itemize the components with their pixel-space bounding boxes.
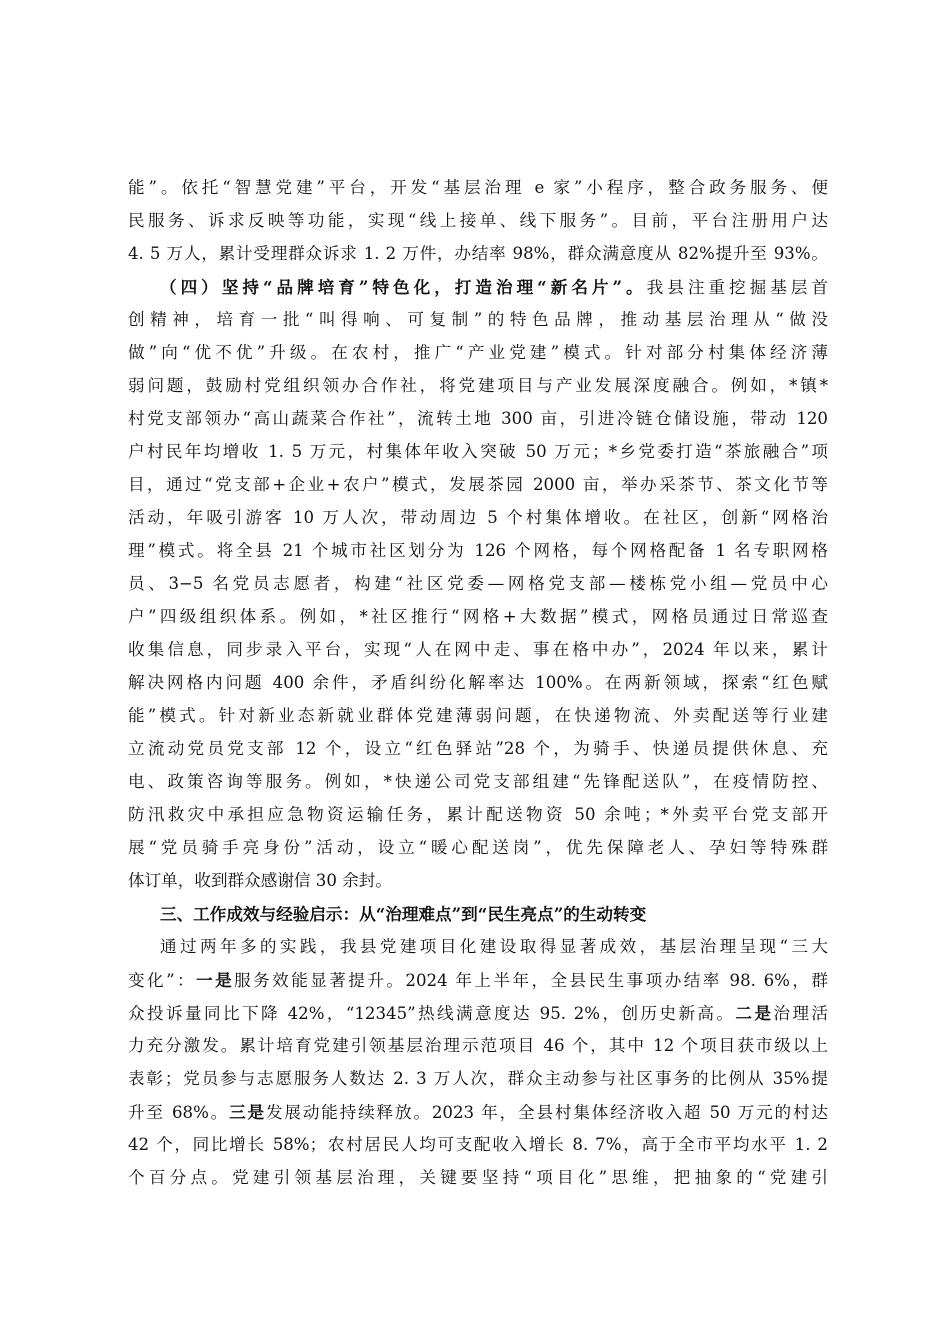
- text-line: 展“党员骑手亮身份”活动，设立“暖心配送岗”，优先保障老人、孕妇等特殊群: [128, 838, 828, 857]
- text-line: 通过两年多的实践，我县党建项目化建设取得显著成效，基层治理呈现“三大: [160, 937, 828, 956]
- emphasis: 二是: [735, 1003, 774, 1023]
- text-span: 变化”：: [128, 971, 197, 990]
- text-span: 升至 68%。: [128, 1103, 230, 1122]
- text-line: 42 个，同比增长 58%；农村居民人均可支配收入增长 8. 7%，高于全市平均水平 1. 2: [128, 1135, 828, 1154]
- text-line: 活动，年吸引游客 10 万人次，带动周边 5 个村集体增收。在社区，创新“网格治: [128, 508, 828, 527]
- text-line: 理”模式。将全县 21 个城市社区划分为 126 个网格，每个网格配备 1 名专职网格: [128, 541, 828, 560]
- section-heading: （四）坚持“品牌培育”特色化，打造治理“新名片”。: [160, 277, 647, 297]
- text-line: 员、3−5 名党员志愿者，构建“社区党委—网格党支部—楼栋党小组—党员中心: [128, 574, 828, 593]
- text-line: 解决网格内问题 400 余件，矛盾纠纷化解率达 100%。在两新领域，探索“红色赋: [128, 673, 828, 692]
- text-line: 个百分点。党建引领基层治理，关键要坚持“项目化”思维，把抽象的“党建引: [128, 1168, 828, 1187]
- text-line: 民服务、诉求反映等功能，实现“线上接单、线下服务”。目前，平台注册用户达: [128, 211, 828, 230]
- text-span: 众投诉量同比下降 42%，“12345”热线满意度达 95. 2%，创历史新高。: [128, 1004, 736, 1023]
- text-line: 电、政策咨询等服务。例如，*快递公司党支部组建“先锋配送队”，在疫情防控、: [128, 772, 828, 791]
- text-line: 户村民年均增收 1. 5 万元，村集体年收入突破 50 万元；*乡党委打造“茶旅融合”项: [128, 442, 828, 461]
- section-heading-line: [160, 272, 828, 302]
- text-line: 收集信息，同步录入平台，实现“人在网中走、事在格中办”，2024 年以来，累计: [128, 640, 828, 659]
- text-line: 村党支部领办“高山蔬菜合作社”，流转土地 300 亩，引进冷链仓储设施，带动 120: [128, 409, 828, 428]
- text-line: 能”。依托“智慧党建”平台，开发“基层治理 e 家”小程序，整合政务服务、便: [128, 178, 828, 197]
- text-line: 立流动党员党支部 12 个，设立“红色驿站”28 个，为骑手、快递员提供休息、充: [128, 739, 828, 758]
- text-span: 服务效能显著提升。2024 年上半年，全县民生事项办结率 98. 6%，群: [234, 971, 828, 990]
- text-line: 目，通过“党支部+企业+农户”模式，发展茶园 2000 亩，举办采茶节、茶文化节等: [128, 475, 828, 494]
- text-line: [128, 965, 828, 995]
- text-line: 4. 5 万人，累计受理群众诉求 1. 2 万件，办结率 98%，群众满意度从 82%提升至 93%。: [128, 244, 828, 263]
- chapter-heading: 三、工作成效与经验启示：从“治理难点”到“民生亮点”的生动转变: [160, 904, 647, 924]
- text-line: 户”四级组织体系。例如，*社区推行“网格+大数据”模式，网格员通过日常巡查: [128, 607, 828, 626]
- text-span: 我县注重挖掘基层首: [646, 278, 828, 297]
- text-line: 防汛救灾中承担应急物资运输任务，累计配送物资 50 余吨；*外卖平台党支部开: [128, 805, 828, 824]
- text-line: 体订单，收到群众感谢信 30 余封。: [128, 871, 392, 890]
- text-line: [128, 998, 828, 1028]
- text-line: 力充分激发。累计培育党建引领基层治理示范项目 46 个，其中 12 个项目获市级以上: [128, 1036, 828, 1055]
- emphasis: 一是: [196, 970, 235, 990]
- text-line: 表彰；党员参与志愿服务人数达 2. 3 万人次，群众主动参与社区事务的比例从 35%提: [128, 1069, 828, 1088]
- text-line: 创精神，培育一批“叫得响、可复制”的特色品牌，推动基层治理从“做没: [128, 310, 828, 329]
- text-line: 能”模式。针对新业态新就业群体党建薄弱问题，在快递物流、外卖配送等行业建: [128, 706, 828, 725]
- text-line: 做”向“优不优”升级。在农村，推广“产业党建”模式。针对部分村集体经济薄: [128, 343, 828, 362]
- text-span: 发展动能持续释放。2023 年，全县村集体经济收入超 50 万元的村达: [265, 1103, 828, 1122]
- text-span: 治理活: [773, 1004, 828, 1023]
- emphasis: 三是: [229, 1102, 266, 1122]
- text-line: 弱问题，鼓励村党组织领办合作社，将党建项目与产业发展深度融合。例如，*镇*: [128, 376, 828, 395]
- text-line: [128, 1097, 828, 1127]
